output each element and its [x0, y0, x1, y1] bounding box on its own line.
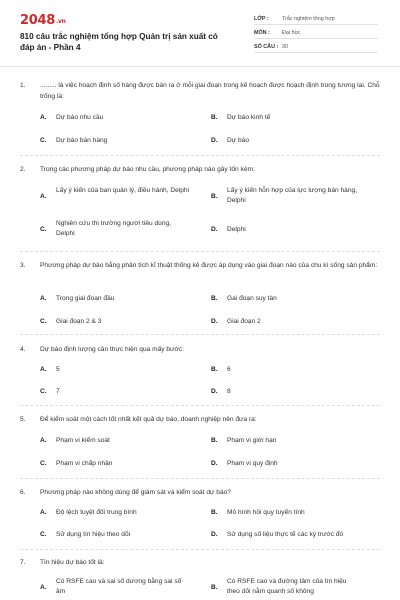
question-number: 3.: [20, 262, 26, 269]
divider: [20, 478, 380, 479]
question-number: 5.: [20, 416, 26, 423]
page-title: 810 câu trắc nghiệm tổng hợp Quản trị sản xuất có đáp án - Phần 4: [20, 32, 218, 52]
meta-row-count: [254, 41, 378, 53]
question-number: 6.: [20, 489, 26, 496]
meta-value: 30: [282, 43, 288, 50]
option-d[interactable]: [211, 387, 361, 397]
option-letter: A.: [40, 509, 47, 516]
option-letter: A.: [40, 114, 47, 121]
meta-key: SỐ CÂU :: [254, 43, 279, 50]
option-c[interactable]: [40, 530, 190, 540]
meta-value: Đại học: [282, 29, 301, 36]
option-letter: C.: [40, 226, 47, 233]
meta-key: LỚP :: [254, 15, 269, 22]
question-body: Tín hiệu dự báo tốt là:: [40, 559, 105, 566]
option-letter: C.: [40, 460, 47, 467]
question-number: 1.: [20, 82, 26, 89]
option-text: Giai đoạn 2: [227, 318, 261, 325]
option-d[interactable]: [211, 225, 361, 235]
option-letter: B.: [211, 437, 218, 444]
option-letter: A.: [40, 437, 47, 444]
option-c[interactable]: [40, 317, 190, 327]
question-body: Phương pháp nào không dùng để giám sát và kiểm soát dự báo?: [40, 489, 231, 496]
question-6: [20, 487, 380, 538]
question-text: [20, 80, 380, 102]
option-letter: B.: [211, 295, 218, 302]
option-text: Độ lệch tuyệt đối trung bình: [56, 509, 137, 516]
divider: [20, 405, 380, 406]
option-d[interactable]: [211, 459, 361, 469]
option-letter: D.: [211, 460, 218, 467]
option-text: Sử dụng tín hiệu theo dõi: [56, 531, 131, 538]
option-letter: A.: [40, 295, 47, 302]
option-a[interactable]: [40, 294, 190, 304]
option-letter: D.: [211, 531, 218, 538]
option-letter: A.: [40, 366, 47, 373]
option-b[interactable]: [211, 186, 361, 206]
option-letter: A.: [40, 193, 47, 200]
option-b[interactable]: [211, 365, 361, 375]
logo-text: 2048: [20, 13, 55, 28]
option-letter: C.: [40, 137, 47, 144]
meta-row-subject: [254, 27, 378, 39]
option-c[interactable]: [40, 459, 190, 469]
option-text: Phạm vi quy định: [227, 460, 278, 467]
option-text: Lấy ý kiến hỗn hợp của lực lượng bán hàng, Delphi: [227, 187, 358, 204]
option-text: Dự báo kinh tế: [227, 114, 271, 121]
site-logo[interactable]: [20, 13, 66, 28]
option-letter: B.: [211, 193, 218, 200]
question-4: [20, 344, 380, 395]
option-text: Có RSFE cao và sai số dương bằng sai số âm: [56, 578, 182, 595]
option-letter: B.: [211, 509, 218, 516]
option-text: Lấy ý kiến của ban quản lý, điều hành, Delphi: [56, 187, 190, 194]
option-a[interactable]: [40, 113, 190, 123]
meta-key: MÔN :: [254, 29, 270, 36]
option-text: Mô hình hồi quy tuyến tính: [227, 509, 305, 516]
question-body: Dự báo định lượng cần thực hiện qua mấy bước:: [40, 346, 184, 353]
meta-row-class: [254, 13, 378, 25]
option-letter: D.: [211, 318, 218, 325]
option-text: Sử dụng số liệu thực tế các kỳ trước đó: [227, 531, 344, 538]
option-letter: B.: [211, 584, 218, 591]
option-text: Gai đoạn suy tàn: [227, 295, 277, 302]
option-letter: B.: [211, 366, 218, 373]
logo-suffix: .vn: [55, 18, 66, 25]
option-text: Phạm vi chấp nhận: [56, 460, 113, 467]
option-text: 7: [56, 388, 60, 395]
option-text: Dự báo: [227, 137, 250, 144]
option-b[interactable]: [211, 577, 361, 597]
option-a[interactable]: [40, 365, 190, 375]
question-3: [20, 260, 380, 325]
option-d[interactable]: [211, 136, 361, 146]
header: [0, 0, 400, 67]
option-a[interactable]: [40, 508, 190, 518]
divider: [20, 549, 380, 550]
question-body: Trong các phương pháp dự báo nhu cầu, phương pháp nào gây tốn kém:: [40, 166, 255, 173]
option-d[interactable]: [211, 530, 380, 540]
question-body: Phương pháp dự báo bằng phân tích kĩ thuật thống kê được áp dụng vào giai đoạn nào của chu kì sống sản phẩm:: [40, 262, 378, 269]
question-number: 2.: [20, 166, 26, 173]
question-body: Để kiểm soát một cách tốt nhất kết quả dự báo, doanh nghiệp nên đưa ra:: [40, 416, 257, 423]
divider: [20, 251, 380, 252]
question-1: [20, 80, 380, 144]
question-5: [20, 414, 380, 467]
option-a[interactable]: [40, 436, 190, 446]
option-letter: D.: [211, 137, 218, 144]
option-d[interactable]: [211, 317, 361, 327]
question-number: 4.: [20, 346, 26, 353]
question-number: 7.: [20, 559, 26, 566]
option-text: Có RSFE cao và đường tâm của tín hiệu theo dõi nằm quanh số không: [227, 578, 347, 595]
option-letter: D.: [211, 226, 218, 233]
option-text: 6: [227, 366, 231, 373]
question-text: [20, 260, 380, 271]
question-text: [20, 487, 380, 498]
option-letter: C.: [40, 318, 47, 325]
divider: [20, 334, 380, 335]
option-b[interactable]: [211, 436, 361, 446]
option-text: 8: [227, 388, 231, 395]
option-text: Dự báo bán hàng: [56, 137, 108, 144]
meta-info: [254, 13, 378, 55]
question-text: [20, 164, 380, 175]
option-c[interactable]: [40, 387, 190, 397]
option-text: Trong giai đoạn đầu: [56, 295, 115, 302]
option-b[interactable]: [211, 113, 361, 123]
option-text: Delphi: [227, 226, 246, 233]
option-letter: A.: [40, 584, 47, 591]
question-text: [20, 557, 380, 568]
option-letter: C.: [40, 531, 47, 538]
option-text: Giai đoạn 2 & 3: [56, 318, 102, 325]
option-letter: C.: [40, 388, 47, 395]
meta-value: Trắc nghiệm tổng hợp: [282, 15, 335, 22]
option-a[interactable]: [40, 186, 190, 200]
question-body: ......... là việc hoạch định số hàng được bán ra ở mỗi giai đoạn trong kế hoạch được hoạch định trong tương lai. Chỗ trống là:: [40, 82, 380, 100]
option-b[interactable]: [211, 508, 371, 518]
option-text: Dự báo nhu cầu: [56, 114, 104, 121]
option-text: 5: [56, 366, 60, 373]
option-letter: D.: [211, 388, 218, 395]
option-c[interactable]: [40, 219, 190, 239]
question-7: [20, 557, 380, 595]
question-text: [20, 344, 380, 355]
divider: [20, 155, 380, 156]
option-a[interactable]: [40, 577, 190, 597]
option-text: Phạm vi giới hạn: [227, 437, 277, 444]
option-text: Phạm vi kiểm soát: [56, 437, 110, 444]
option-b[interactable]: [211, 294, 361, 304]
question-2: [20, 164, 380, 237]
option-c[interactable]: [40, 136, 190, 146]
option-text: Nghiên cứu thị trường người tiêu dùng, Delphi: [56, 220, 171, 237]
option-letter: B.: [211, 114, 218, 121]
question-text: [20, 414, 380, 425]
